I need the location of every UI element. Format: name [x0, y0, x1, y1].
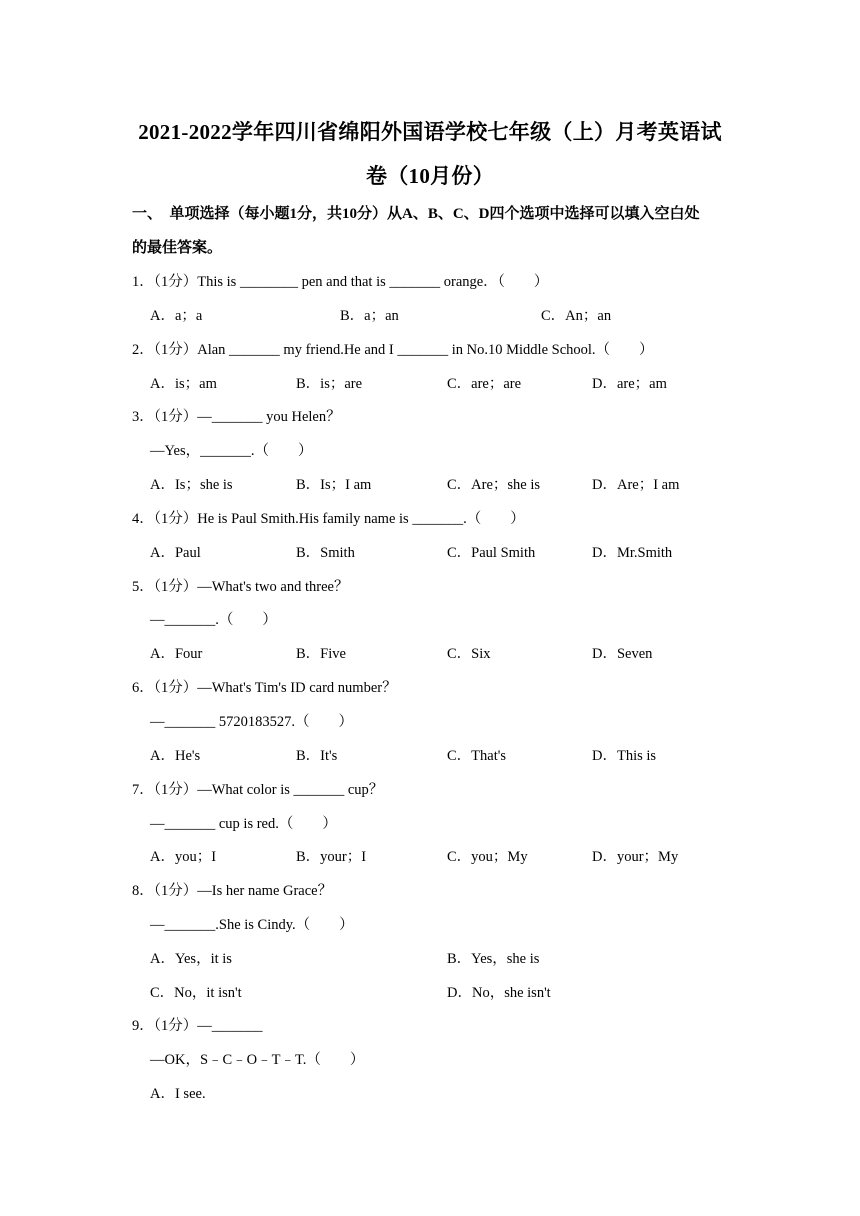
question-1-option-c: C．An；an	[541, 308, 612, 324]
question-4-option-d: D．Mr.Smith	[592, 545, 673, 561]
question-7-option-c: C．you；My	[447, 849, 528, 865]
question-8-stem: 8．（1分）—Is her name Grace？	[132, 883, 333, 899]
question-6-option-a: A．He's	[150, 748, 201, 764]
question-2-option-b: B．is；are	[296, 376, 363, 392]
question-8-option-b: B．Yes，she is	[447, 951, 540, 967]
question-3-option-d: D．Are；I am	[592, 477, 680, 493]
question-8-stem-line-2: —_______.She is Cindy.（ ）	[150, 917, 354, 933]
question-4-option-b: B．Smith	[296, 545, 355, 561]
question-2-stem: 2．（1分）Alan _______ my friend.He and I _______ in No.10 Middle School.（ ）	[132, 342, 654, 358]
question-8-option-a: A．Yes，it is	[150, 951, 232, 967]
question-5-option-d: D．Seven	[592, 646, 653, 662]
page-title-line-1: 2021-2022学年四川省绵阳外国语学校七年级（上）月考英语试	[138, 120, 722, 144]
question-6-option-d: D．This is	[592, 748, 657, 764]
question-2-option-a: A．is；am	[150, 376, 217, 392]
section-heading-line-2: 的最佳答案。	[132, 240, 223, 256]
question-6-option-b: B．It's	[296, 748, 338, 764]
question-8-option-d: D．No，she isn't	[447, 985, 551, 1001]
question-4-option-a: A．Paul	[150, 545, 201, 561]
question-7-option-a: A．you；I	[150, 849, 217, 865]
question-9-option-a: A．I see.	[150, 1086, 206, 1102]
question-1-stem: 1．（1分）This is ________ pen and that is _______ orange．（ ）	[132, 274, 549, 290]
question-5-option-b: B．Five	[296, 646, 346, 662]
question-2-option-c: C．are；are	[447, 376, 522, 392]
question-5-option-a: A．Four	[150, 646, 203, 662]
question-3-stem-line-2: —Yes，_______.（ ）	[150, 443, 313, 459]
question-3-option-b: B．Is；I am	[296, 477, 372, 493]
question-2-option-d: D．are；am	[592, 376, 667, 392]
question-7-option-b: B．your；I	[296, 849, 367, 865]
question-3-option-c: C．Are；she is	[447, 477, 541, 493]
question-9-stem: 9．（1分）—_______	[132, 1018, 263, 1034]
question-3-option-a: A．Is；she is	[150, 477, 233, 493]
question-1-option-a: A．a；a	[150, 308, 203, 324]
question-6-stem: 6．（1分）—What's Tim's ID card number？	[132, 680, 397, 696]
question-5-stem: 5．（1分）—What's two and three？	[132, 579, 349, 595]
question-6-stem-line-2: —_______ 5720183527.（ ）	[150, 714, 353, 730]
section-heading-line-1: 一、 单项选择（每小题1分，共10分）从A、B、C、D四个选项中选择可以填入空白处	[132, 206, 700, 222]
question-7-stem-line-2: —_______ cup is red.（ ）	[150, 816, 337, 832]
question-4-option-c: C．Paul Smith	[447, 545, 536, 561]
question-6-option-c: C．That's	[447, 748, 506, 764]
page-title-line-2: 卷（10月份）	[365, 164, 495, 188]
question-8-option-c: C．No，it isn't	[150, 985, 242, 1001]
question-1-option-b: B．a；an	[340, 308, 399, 324]
question-7-option-d: D．your；My	[592, 849, 679, 865]
question-9-stem-line-2: —OK，S﹣C﹣O﹣T﹣T.（ ）	[150, 1052, 365, 1068]
question-3-stem: 3．（1分）—_______ you Helen？	[132, 409, 341, 425]
question-5-option-c: C．Six	[447, 646, 491, 662]
question-4-stem: 4．（1分）He is Paul Smith.His family name is _______.（ ）	[132, 511, 525, 527]
question-5-stem-line-2: —_______.（ ）	[150, 612, 277, 628]
question-7-stem: 7．（1分）—What color is _______ cup？	[132, 782, 384, 798]
